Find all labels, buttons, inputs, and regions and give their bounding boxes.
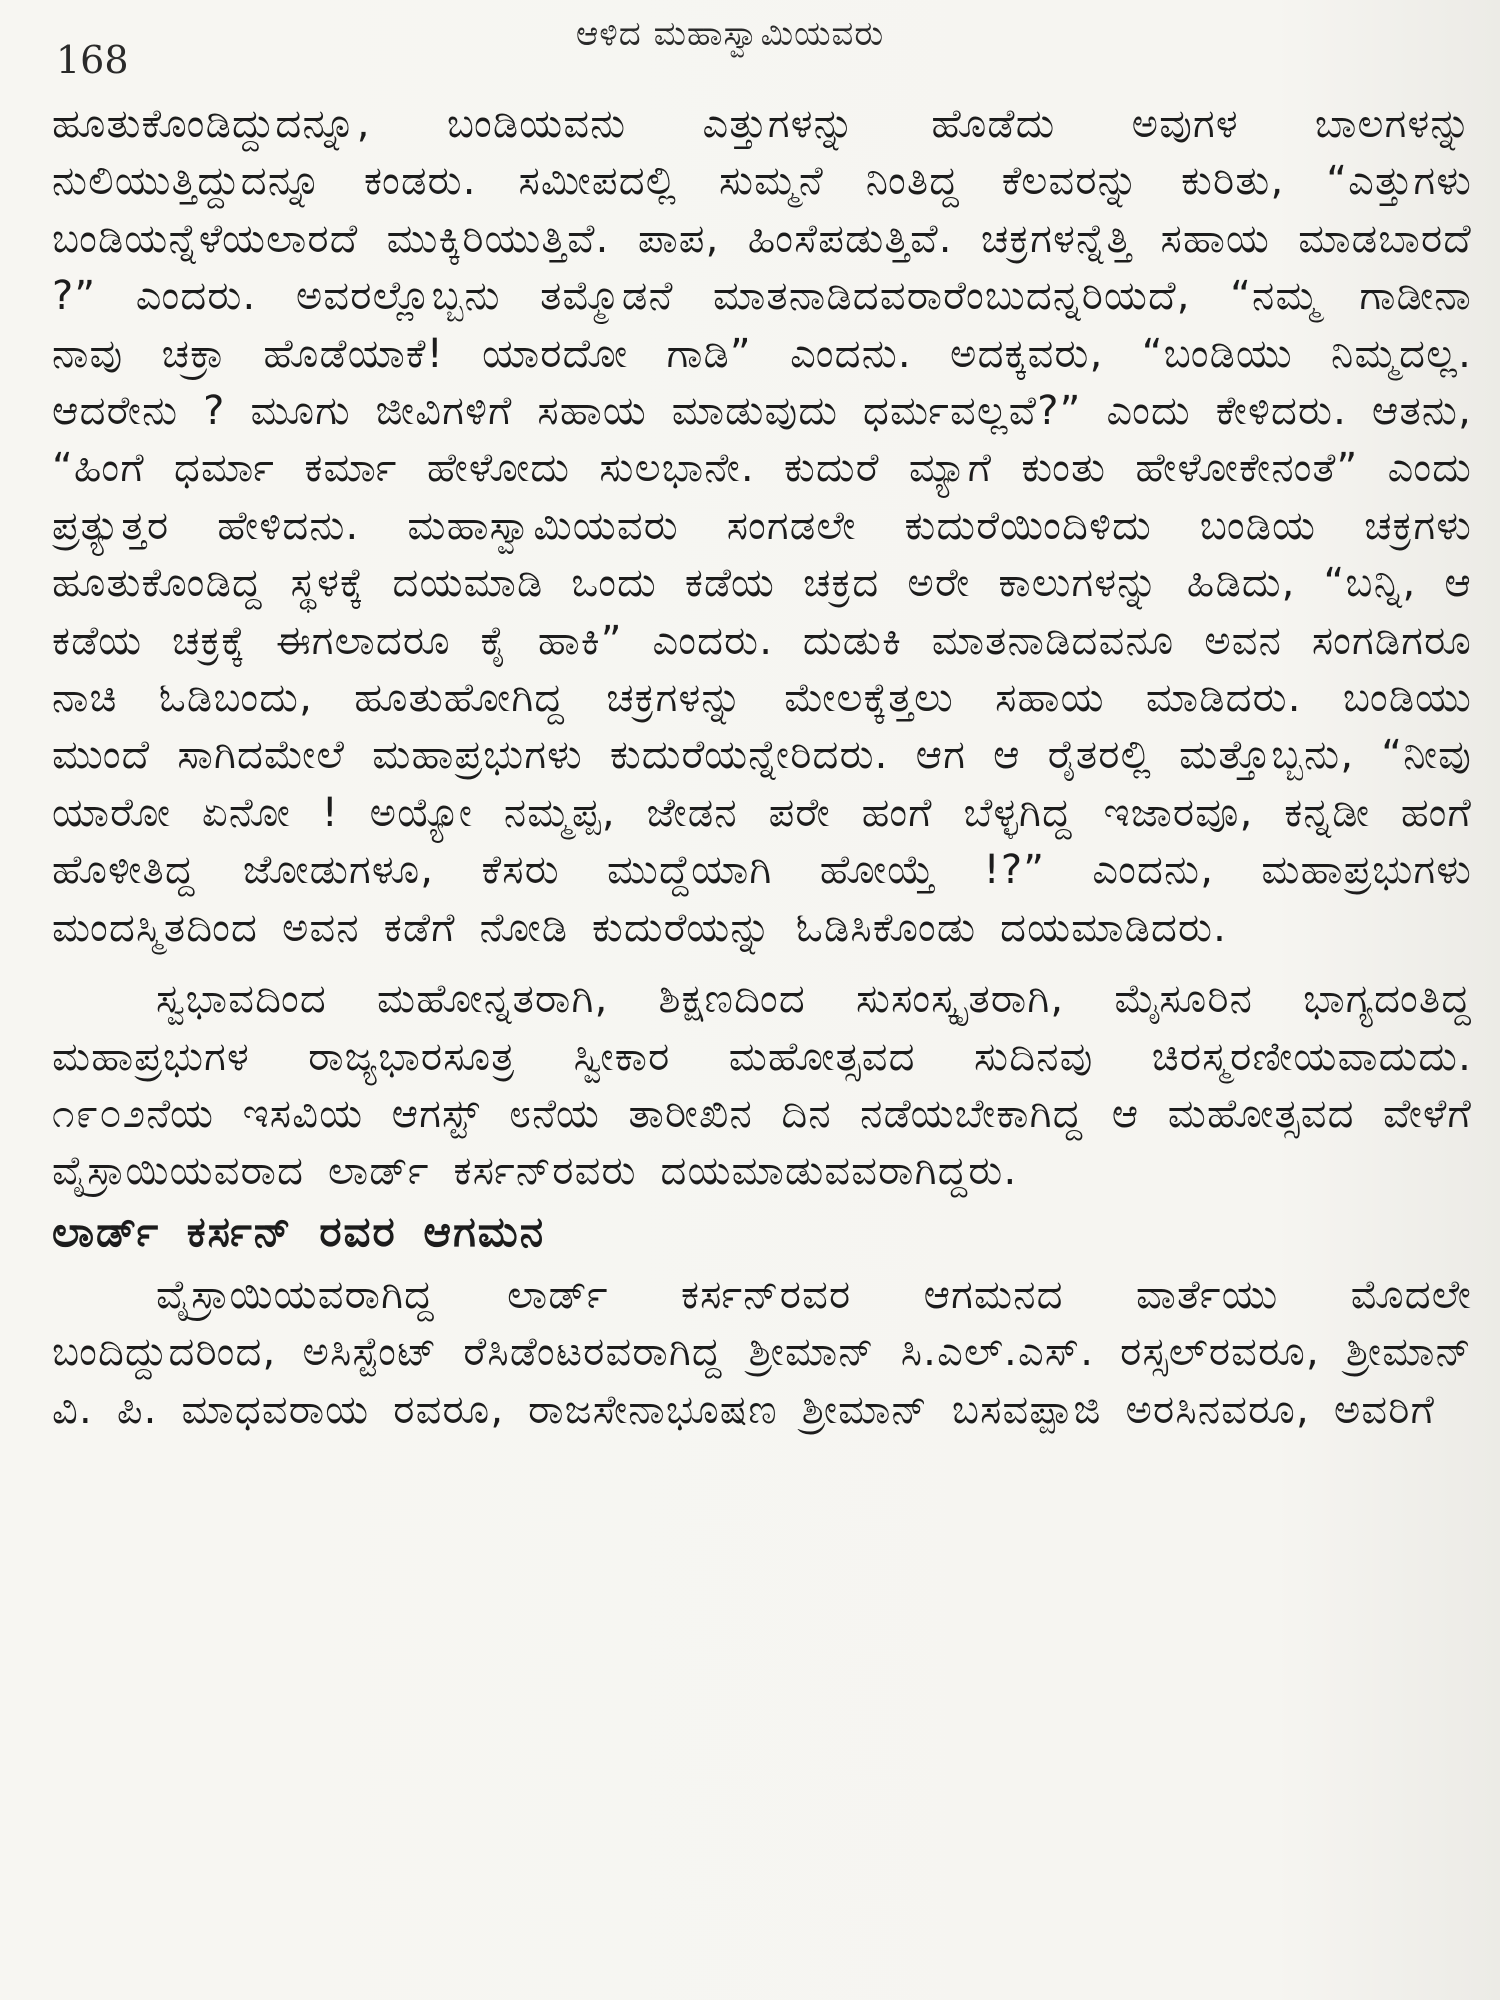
page-body xyxy=(52,96,1472,1439)
paragraph-gap xyxy=(52,957,1472,971)
section-heading: ಲಾರ್ಡ್ ಕರ್ಸನ್ ರವರ ಆಗಮನ xyxy=(52,1206,546,1256)
page-number: 168 xyxy=(56,38,129,82)
paragraph-coronation: ಸ್ವಭಾವದಿಂದ ಮಹೋನ್ನತರಾಗಿ, ಶಿಕ್ಷಣದಿಂದ ಸುಸಂಸ್ಕೃತರಾಗಿ, ಮೈಸೂರಿನ ಭಾಗ್ಯದಂತಿದ್ದ ಮಹಾಪ್ರಭುಗಳ ರಾಜ್ಯಭಾರಸೂತ್ರ ಸ್ವೀಕಾರ ಮಹೋತ್ಸವದ ಸುದಿನವು ಚಿರಸ್ಮರಣೀಯವಾದುದು. ೧೯೦೨ನೆಯ ಇಸವಿಯ ಆಗಸ್ಟ್ ೮ನೆಯ ತಾರೀಖಿನ ದಿನ ನಡೆಯಬೇಕಾಗಿದ್ದ ಆ ಮಹೋತ್ಸವದ ವೇಳೆಗೆ ವೈಸ್ರಾಯಿಯವರಾದ ಲಾರ್ಡ್ ಕರ್ಸನ್‌ರವರು ದಯಮಾಡುವವರಾಗಿದ್ದರು. xyxy=(52,976,1472,1195)
paragraph-arrival: ವೈಸ್ರಾಯಿಯವರಾಗಿದ್ದ ಲಾರ್ಡ್ ಕರ್ಸನ್‌ರವರ ಆಗಮನದ ವಾರ್ತೆಯು ಮೊದಲೇ ಬಂದಿದ್ದುದರಿಂದ, ಅಸಿಸ್ಟೆಂಟ್ ರೆಸಿಡೆಂಟರವರಾಗಿದ್ದ ಶ್ರೀಮಾನ್ ಸಿ.ಎಲ್.ಎಸ್. ರಸ್ಸಲ್‌ರವರೂ, ಶ್ರೀಮಾನ್ ವಿ. ಪಿ. ಮಾಧವರಾಯ ರವರೂ, ರಾಜಸೇನಾಭೂಷಣ ಶ್ರೀಮಾನ್ ಬಸವಪ್ಪಾಜಿ ಅರಸಿನವರೂ, ಅವರಿಗೆ xyxy=(52,1271,1472,1433)
running-title: ಆಳಿದ ಮಹಾಸ್ವಾಮಿಯವರು xyxy=(575,14,885,54)
paragraph-continued: ಹೂತುಕೊಂಡಿದ್ದುದನ್ನೂ, ಬಂಡಿಯವನು ಎತ್ತುಗಳನ್ನು ಹೊಡೆದು ಅವುಗಳ ಬಾಲಗಳನ್ನು ನುಲಿಯುತ್ತಿದ್ದುದನ್ನೂ ಕಂಡರು. ಸಮೀಪದಲ್ಲಿ ಸುಮ್ಮನೆ ನಿಂತಿದ್ದ ಕೆಲವರನ್ನು ಕುರಿತು, “ಎತ್ತುಗಳು ಬಂಡಿಯನ್ನೆಳೆಯಲಾರದೆ ಮುಕ್ಕಿರಿಯುತ್ತಿವೆ. ಪಾಪ, ಹಿಂಸೆಪಡುತ್ತಿವೆ. ಚಕ್ರಗಳನ್ನೆತ್ತಿ ಸಹಾಯ ಮಾಡಬಾರದೆ ?” ಎಂದರು. ಅವರಲ್ಲೊಬ್ಬನು ತಮ್ಮೊಡನೆ ಮಾತನಾಡಿದವರಾರೆಂಬುದನ್ನರಿಯದೆ, “ನಮ್ಮ ಗಾಡೀನಾ ನಾವು ಚಕ್ರಾ ಹೊಡೆಯಾಕೆ! ಯಾರದೋ ಗಾಡಿ” ಎಂದನು. ಅದಕ್ಕವರು, “ಬಂಡಿಯು ನಿಮ್ಮದಲ್ಲ. ಆದರೇನು ? ಮೂಗು ಜೀವಿಗಳಿಗೆ ಸಹಾಯ ಮಾಡುವುದು ಧರ್ಮವಲ್ಲವೆ?” ಎಂದು ಕೇಳಿದರು. ಆತನು, “ಹಿಂಗೆ ಧರ್ಮಾ ಕರ್ಮಾ ಹೇಳೋದು ಸುಲಭಾನೇ. ಕುದುರೆ ಮ್ಯಾಗೆ ಕುಂತು ಹೇಳೋಕೇನಂತೆ” ಎಂದು ಪ್ರತ್ಯುತ್ತರ ಹೇಳಿದನು. ಮಹಾಸ್ವಾಮಿಯವರು ಸಂಗಡಲೇ ಕುದುರೆಯಿಂದಿಳಿದು ಬಂಡಿಯ ಚಕ್ರಗಳು ಹೂತುಕೊಂಡಿದ್ದ ಸ್ಥಳಕ್ಕೆ ದಯಮಾಡಿ ಒಂದು ಕಡೆಯ ಚಕ್ರದ ಅರೇ ಕಾಲುಗಳನ್ನು ಹಿಡಿದು, “ಬನ್ನಿ, ಆ ಕಡೆಯ ಚಕ್ರಕ್ಕೆ ಈಗಲಾದರೂ ಕೈ ಹಾಕಿ” ಎಂದರು. ದುಡುಕಿ ಮಾತನಾಡಿದವನೂ ಅವನ ಸಂಗಡಿಗರೂ ನಾಚಿ ಓಡಿಬಂದು, ಹೂತುಹೋಗಿದ್ದ ಚಕ್ರಗಳನ್ನು ಮೇಲಕ್ಕೆತ್ತಲು ಸಹಾಯ ಮಾಡಿದರು. ಬಂಡಿಯು ಮುಂದೆ ಸಾಗಿದಮೇಲೆ ಮಹಾಪ್ರಭುಗಳು ಕುದುರೆಯನ್ನೇರಿದರು. ಆಗ ಆ ರೈತರಲ್ಲಿ ಮತ್ತೊಬ್ಬನು, “ನೀವು ಯಾರೋ ಏನೋ ! ಅಯ್ಯೋ ನಮ್ಮಪ್ಪ, ಜೇಡನ ಪರೇ ಹಂಗೆ ಬೆಳ್ಳಗಿದ್ದ ಇಜಾರವೂ, ಕನ್ನಡೀ ಹಂಗೆ ಹೊಳೀತಿದ್ದ ಜೋಡುಗಳೂ, ಕೆಸರು ಮುದ್ದೆಯಾಗಿ ಹೋಯ್ತೆ !?” ಎಂದನು, ಮಹಾಪ್ರಭುಗಳು ಮಂದಸ್ಮಿತದಿಂದ ಅವನ ಕಡೆಗೆ ನೋಡಿ ಕುದುರೆಯನ್ನು ಓಡಿಸಿಕೊಂಡು ದಯಮಾಡಿದರು. xyxy=(52,101,1472,951)
